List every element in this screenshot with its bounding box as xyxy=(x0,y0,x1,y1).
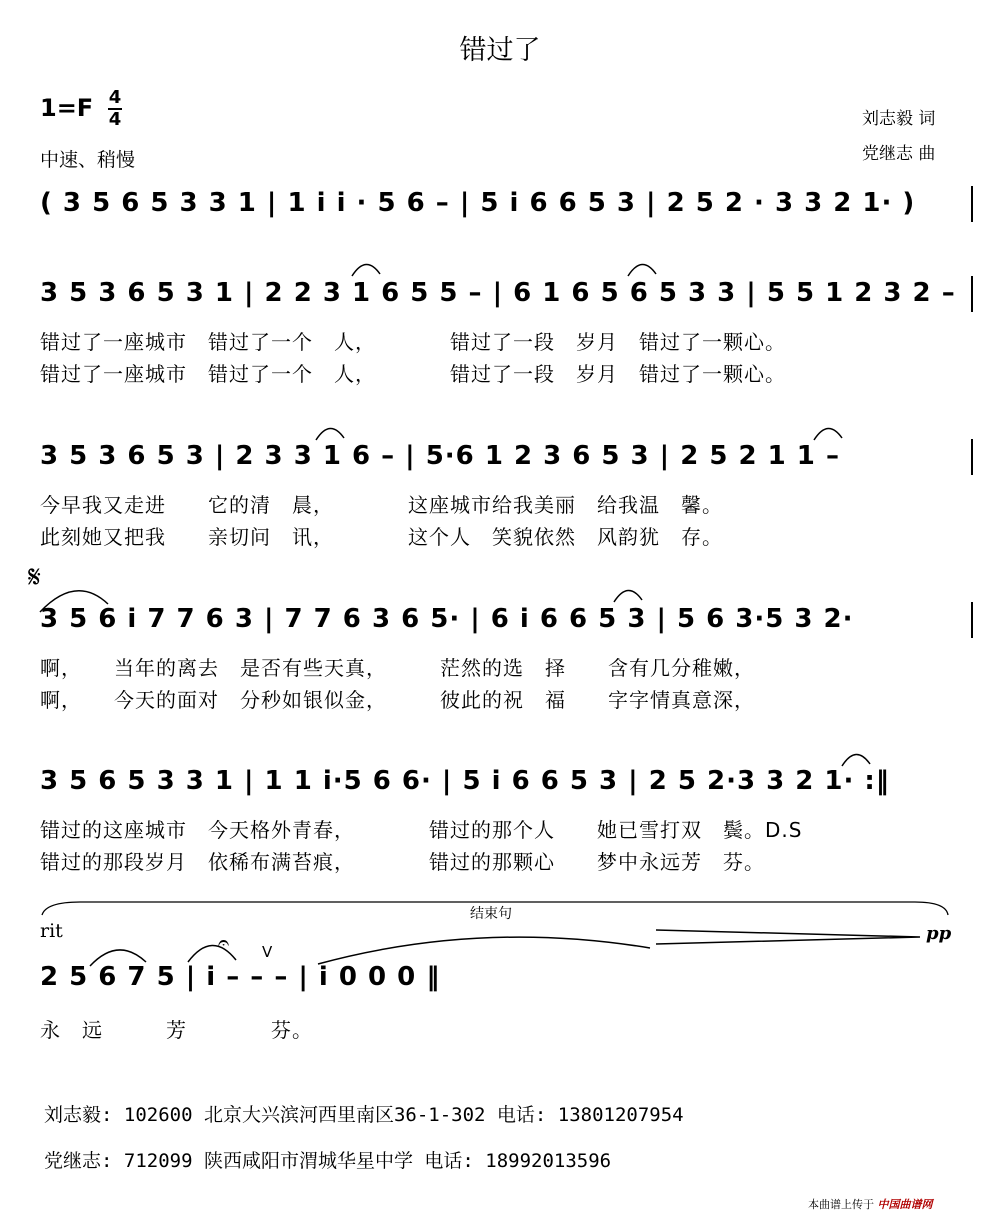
score-title: 错过了 xyxy=(459,35,541,66)
contact-lyricist: 刘志毅: 102600 北京大兴滨河西里南区36-1-302 电话: 13801207954 xyxy=(44,1104,684,1126)
slur-line4b xyxy=(614,590,642,602)
notation-line-3: 3 5 3 6 5 3 | 2 3 3 1 6 – | 5·6 1 2 3 6 5 3 | 2 5 2 1 1 – xyxy=(40,441,840,471)
lyric-line-5a: 错过的这座城市 今天格外青春， 错过的那个人 她已雪打双 鬓。D.S xyxy=(40,818,803,842)
notation-line-1: ( 3 5 6 5 3 3 1 | 1 i i · 5 6 – | 5 i 6 6 5 3 | 2 5 2 · 3 3 2 1· ) xyxy=(40,188,916,218)
lyric-line-2a: 错过了一座城市 错过了一个 人， 错过了一段 岁月 错过了一颗心。 xyxy=(40,330,786,354)
breath-mark: V xyxy=(262,943,273,961)
footer-site-name[interactable]: 中国曲谱网 xyxy=(877,1198,933,1211)
notation-line-6: 2 5 6 7 5 | i – – – | i 0 0 0 ‖ xyxy=(40,962,441,992)
ending-label: 结束句 xyxy=(470,906,512,922)
lyric-line-5b: 错过的那段岁月 依稀布满苔痕， 错过的那颗心 梦中永远芳 芬。 xyxy=(40,850,765,874)
composer-credit: 党继志 曲 xyxy=(862,144,936,164)
time-signature-bottom: 4 xyxy=(108,109,122,130)
key-signature: 1=F xyxy=(40,94,94,122)
ending-bracket xyxy=(42,902,948,915)
slur-ending-2 xyxy=(188,945,236,962)
slur-line5 xyxy=(842,754,870,766)
notation-line-2: 3 5 3 6 5 3 1 | 2 2 3 1 6 5 5 – | 6 1 6 5 6 5 3 3 | 5 5 1 2 3 2 – xyxy=(40,278,956,308)
time-signature-top: 4 xyxy=(108,87,122,108)
site-footer xyxy=(808,1196,933,1212)
dynamic-pp: pp xyxy=(926,923,952,944)
slur-line4 xyxy=(40,591,108,612)
slur-line3a xyxy=(316,428,344,440)
tie-arc-ending xyxy=(318,937,650,964)
footer-prefix: 本曲谱上传于 xyxy=(808,1198,874,1211)
contact-composer: 党继志: 712099 陕西咸阳市渭城华星中学 电话: 18992013596 xyxy=(44,1150,612,1172)
rit-marking: rit xyxy=(40,920,63,942)
tempo-marking: 中速、稍慢 xyxy=(40,149,136,171)
segno-sign: 𝄋 xyxy=(28,560,41,595)
decrescendo-wedge xyxy=(656,930,920,944)
notation-line-4: 3 5 6 i 7 7 6 3 | 7 7 6 3 6 5· | 6 i 6 6 5 3 | 5 6 3·5 3 2· xyxy=(40,604,854,634)
lyricist-credit: 刘志毅 词 xyxy=(862,109,936,129)
slur-line3b xyxy=(814,428,842,440)
lyric-line-3b: 此刻她又把我 亲切问 讯， 这个人 笑貌依然 风韵犹 存。 xyxy=(40,525,723,549)
slur-line2a xyxy=(352,264,380,276)
notation-line-5: 3 5 6 5 3 3 1 | 1 1 i·5 6 6· | 5 i 6 6 5 3 | 2 5 2·3 3 2 1· :‖ xyxy=(40,766,890,796)
lyric-line-4b: 啊， 今天的面对 分秒如银似金， 彼此的祝 福 字字情真意深， xyxy=(40,688,755,712)
lyric-line-6: 永 远 芳 芬。 xyxy=(40,1018,313,1042)
lyric-line-2b: 错过了一座城市 错过了一个 人， 错过了一段 岁月 错过了一颗心。 xyxy=(40,362,786,386)
lyric-line-4a: 啊， 当年的离去 是否有些天真， 茫然的选 择 含有几分稚嫩， xyxy=(40,656,755,680)
fermata-mark: 𝄐 xyxy=(218,930,230,954)
lyric-line-3a: 今早我又走进 它的清 晨， 这座城市给我美丽 给我温 馨。 xyxy=(40,493,723,517)
slur-ending-1 xyxy=(90,950,146,966)
slur-line2b xyxy=(628,264,656,276)
